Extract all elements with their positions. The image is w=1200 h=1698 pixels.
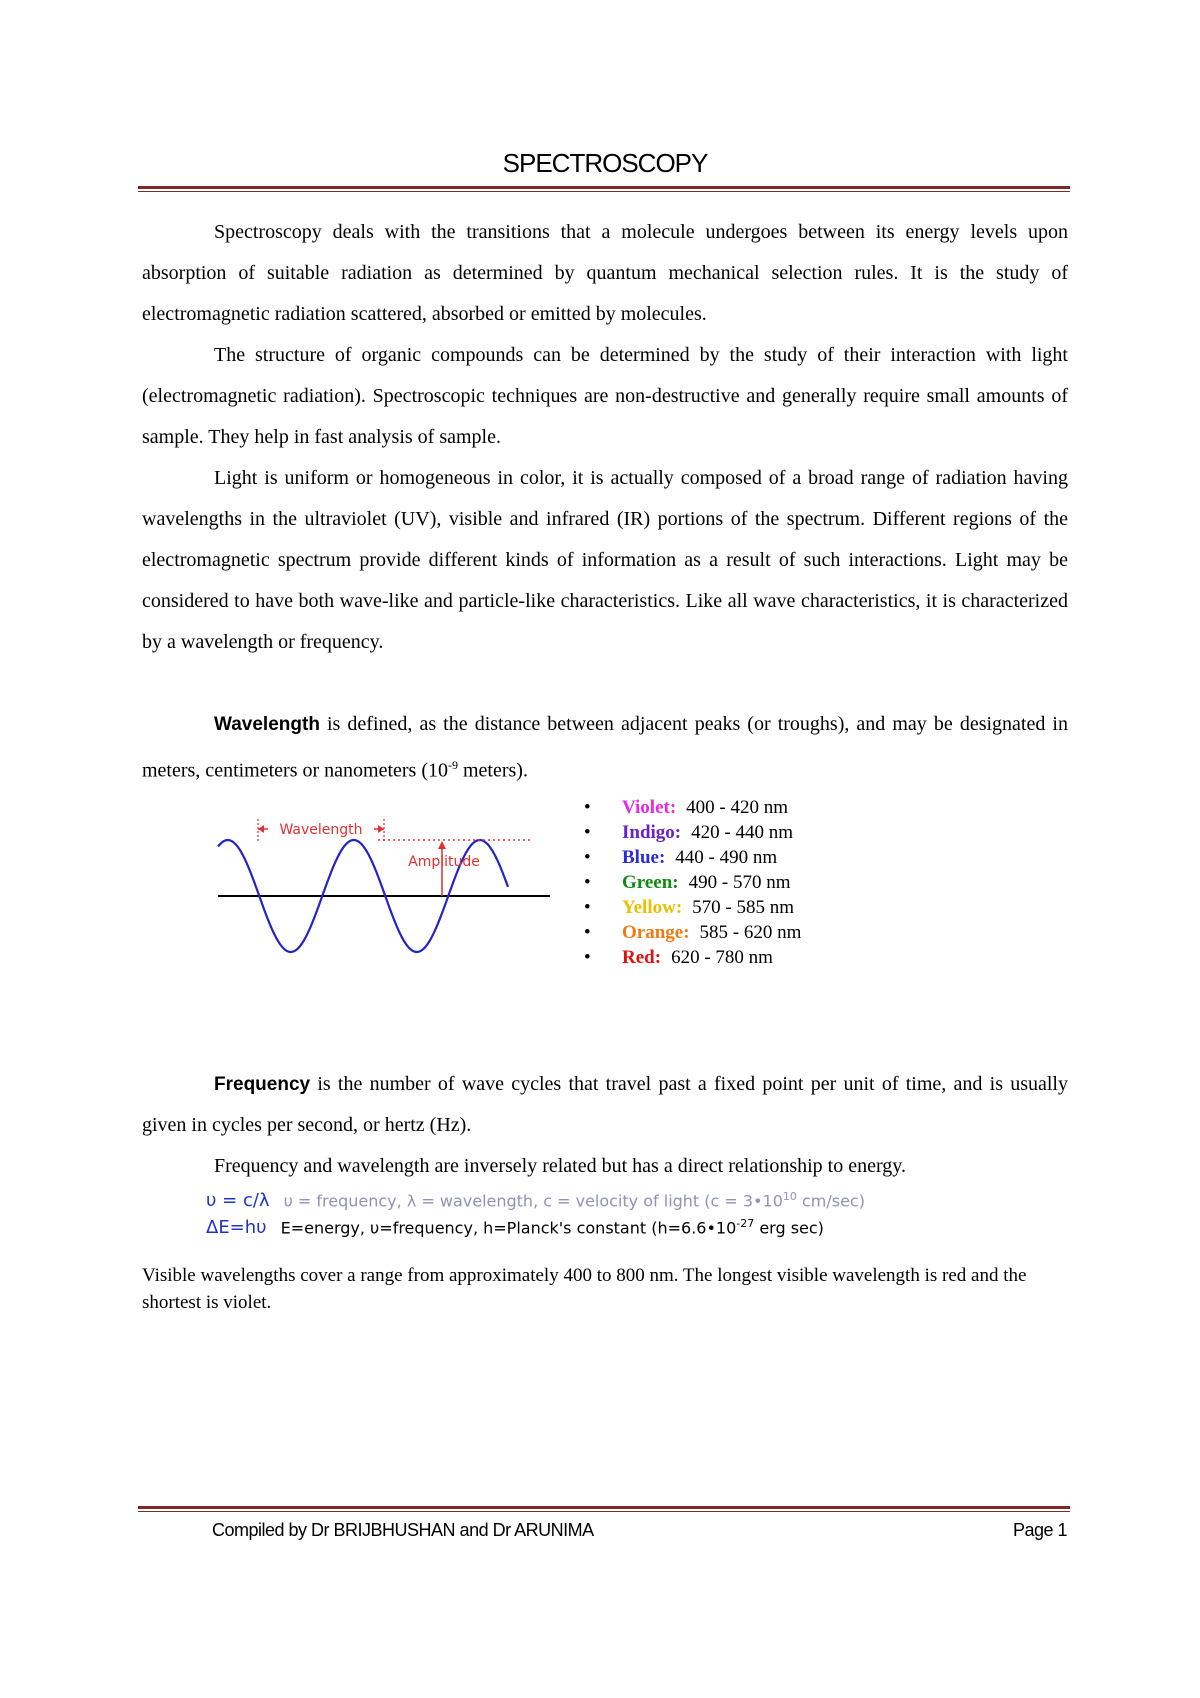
formula-exponent: 10 <box>782 1190 797 1203</box>
paragraph-structure: The structure of organic compounds can be determined by the study of their interaction with light (electromagnetic radiation). Spectroscopic techniques are non-destructive and generally require small amounts of sample. They help in fast analysis of sample. <box>142 344 1068 448</box>
amplitude-label: Amplitude <box>408 854 480 870</box>
wave-diagram <box>210 805 560 965</box>
formula-symbol: υ = c/λ <box>206 1190 270 1212</box>
footer-credit: Compiled by Dr BRIJBHUSHAN and Dr ARUNIMA <box>212 1520 594 1540</box>
formula-symbol: ΔE=hυ <box>206 1217 267 1239</box>
color-range: 585 - 620 nm <box>699 922 802 943</box>
color-name: Blue: <box>622 847 666 868</box>
paragraph-intro: Spectroscopy deals with the transitions that a molecule undergoes between its energy levels upon absorption of suitable radiation as determined by quantum mechanical selection rules. It is the study of electromagnetic radiation scattered, absorbed or emitted by molecules. <box>142 221 1068 325</box>
color-range-item <box>584 795 801 820</box>
color-range-item <box>584 845 801 870</box>
color-range-item <box>584 895 801 920</box>
color-range: 620 - 780 nm <box>671 947 773 968</box>
bullet-icon: • <box>584 897 591 918</box>
wavelength-label: Wavelength <box>279 822 363 838</box>
page-number: Page 1 <box>1012 1520 1067 1540</box>
wavelength-arrowhead-right <box>378 825 384 833</box>
color-name: Green: <box>622 872 679 893</box>
paragraph-frequency <box>142 1064 1068 1146</box>
header-rule-thin <box>138 191 1070 192</box>
bullet-icon: • <box>584 847 591 868</box>
color-name: Red: <box>622 947 662 968</box>
formula-text: E=energy, υ=frequency, h=Planck's constant (h=6.6•10 <box>280 1218 737 1238</box>
color-name: Indigo: <box>622 822 682 843</box>
formula-frequency <box>206 1190 865 1211</box>
wavelength-text-end: meters). <box>458 759 528 782</box>
footer-rule-thin <box>138 1511 1070 1512</box>
footer-rule <box>138 1506 1070 1509</box>
formula-text: υ = frequency, λ = wavelength, c = velocity of light (c = 3•10 <box>283 1191 783 1211</box>
paragraph-relation: Frequency and wavelength are inversely related but has a direct relationship to energy. <box>214 1155 906 1177</box>
paragraph-wavelength <box>142 704 1068 792</box>
color-range: 440 - 490 nm <box>675 847 778 868</box>
frequency-term: Frequency <box>214 1074 311 1095</box>
color-range-item <box>584 820 801 845</box>
color-range: 490 - 570 nm <box>688 872 791 893</box>
wavelength-text: is defined, as the distance between adjacent peaks (or troughs), and may be designated in meters, centimeters or nanometers (10 <box>142 713 1068 782</box>
paragraph-light: Light is uniform or homogeneous in color, it is actually composed of a broad range of radiation having wavelengths in the ultraviolet (UV), visible and infrared (IR) portions of the spectrum. Different regions of the electromagnetic spectrum provide different kinds of information as a result of such interactions. Light may be considered to have both wave-like and particle-like characteristics. Like all wave characteristics, it is characterized by a wavelength or frequency. <box>142 467 1068 653</box>
paragraph-visible: Visible wavelengths cover a range from approximately 400 to 800 nm. The longest visible wavelength is red and the shortest is violet. <box>142 1265 1027 1313</box>
color-name: Yellow: <box>622 897 683 918</box>
header-rule <box>138 186 1070 189</box>
formula-tail: cm/sec) <box>796 1191 865 1211</box>
color-range-item <box>584 945 801 970</box>
color-name: Violet: <box>622 797 677 818</box>
color-range: 570 - 585 nm <box>692 897 795 918</box>
color-range: 420 - 440 nm <box>691 822 793 843</box>
bullet-icon: • <box>584 822 591 843</box>
formula-tail: erg sec) <box>754 1218 824 1238</box>
bullet-icon: • <box>584 922 591 943</box>
color-range-item <box>584 920 801 945</box>
formula-energy <box>206 1217 824 1238</box>
bullet-icon: • <box>584 947 591 968</box>
page-title: SPECTROSCOPY <box>502 148 708 178</box>
frequency-text: is the number of wave cycles that travel past a fixed point per unit of time, and is usually given in cycles per second, or hertz (Hz). <box>142 1073 1068 1136</box>
formula-exponent: -27 <box>736 1217 755 1230</box>
color-range-list <box>584 795 801 970</box>
wavelength-arrowhead-left <box>258 825 264 833</box>
amplitude-arrowhead <box>438 841 446 849</box>
color-range: 400 - 420 nm <box>686 797 789 818</box>
wavelength-exponent: -9 <box>448 758 458 772</box>
bullet-icon: • <box>584 872 591 893</box>
bullet-icon: • <box>584 797 591 818</box>
wavelength-term: Wavelength <box>214 714 320 735</box>
color-range-item <box>584 870 801 895</box>
color-name: Orange: <box>622 922 690 943</box>
